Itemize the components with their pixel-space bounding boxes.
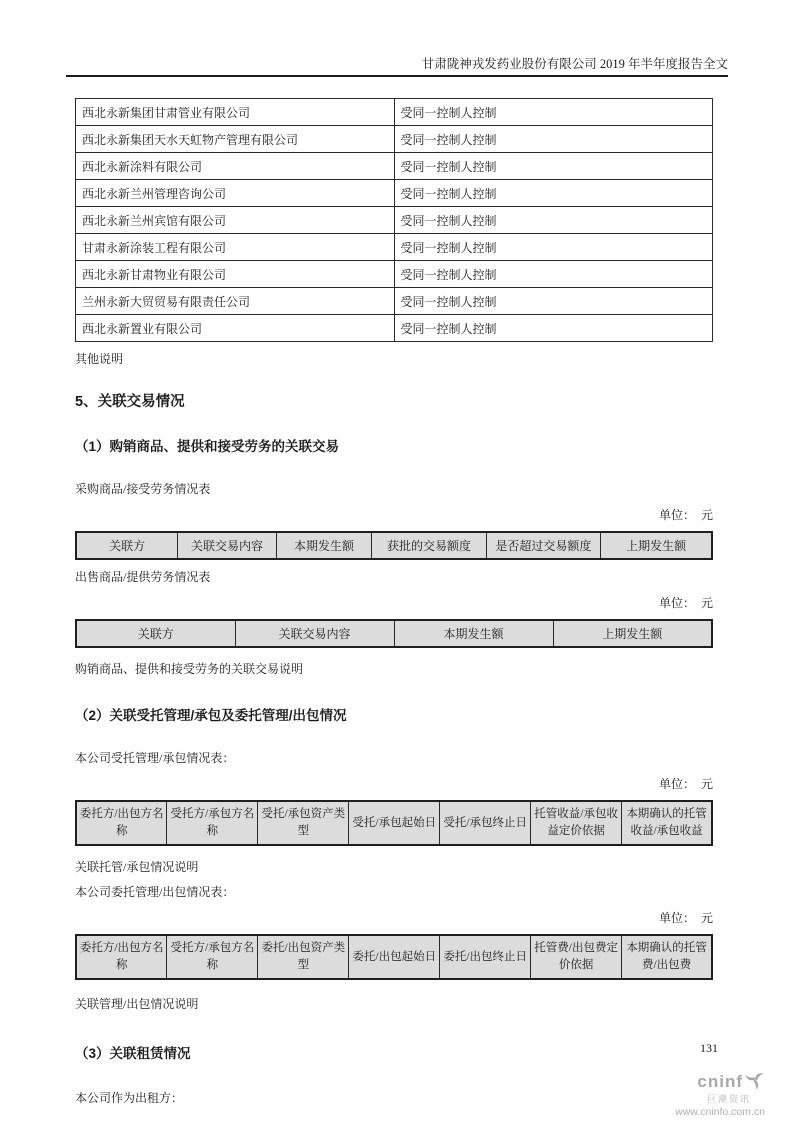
column-header: 本期发生额 bbox=[276, 532, 371, 559]
outsourced-note: 关联管理/出包情况说明 bbox=[75, 997, 199, 1011]
related-party-relation: 受同一控制人控制 bbox=[394, 234, 713, 261]
purchase-table bbox=[75, 531, 713, 560]
column-header: 关联方 bbox=[76, 620, 235, 647]
cninfo-url: www.cninfo.com.cn bbox=[675, 1106, 765, 1118]
column-header: 是否超过交易额度 bbox=[486, 532, 600, 559]
column-header: 关联交易内容 bbox=[178, 532, 277, 559]
cninfo-logo bbox=[675, 1070, 765, 1118]
related-party-name: 甘肃永新涂装工程有限公司 bbox=[76, 234, 395, 261]
related-party-relation: 受同一控制人控制 bbox=[394, 153, 713, 180]
column-header: 本期确认的托管费/出包费 bbox=[622, 935, 712, 979]
other-note: 其他说明 bbox=[75, 352, 124, 366]
related-party-relation: 受同一控制人控制 bbox=[394, 288, 713, 315]
column-header: 委托方/出包方名称 bbox=[76, 801, 167, 845]
page-number: 131 bbox=[700, 1041, 718, 1055]
column-header: 委托/出包起始日 bbox=[349, 935, 440, 979]
table-row bbox=[76, 180, 713, 207]
column-header: 委托/出包终止日 bbox=[440, 935, 531, 979]
entrusted-management-table bbox=[75, 800, 713, 846]
unit-label: 单位： 元 bbox=[658, 777, 713, 791]
related-party-name: 西北永新兰州宾馆有限公司 bbox=[76, 207, 395, 234]
section-5-3-title: （3）关联租赁情况 bbox=[75, 1046, 191, 1061]
table-row bbox=[76, 261, 713, 288]
cninfo-brand-row bbox=[675, 1070, 765, 1093]
table-row bbox=[76, 288, 713, 315]
related-party-name: 西北永新置业有限公司 bbox=[76, 315, 395, 342]
column-header: 受托/承包起始日 bbox=[349, 801, 440, 845]
section-5-1-title: （1）购销商品、提供和接受劳务的关联交易 bbox=[75, 439, 340, 454]
purchase-table-caption: 采购商品/接受劳务情况表 bbox=[75, 482, 211, 496]
table-row bbox=[76, 153, 713, 180]
report-header bbox=[66, 0, 728, 77]
cninfo-brand-text: cninf bbox=[697, 1072, 743, 1091]
table-row bbox=[76, 99, 713, 126]
column-header: 本期确认的托管收益/承包收益 bbox=[622, 801, 712, 845]
column-header: 委托/出包资产类型 bbox=[258, 935, 349, 979]
column-header: 关联交易内容 bbox=[235, 620, 394, 647]
related-party-relation: 受同一控制人控制 bbox=[394, 180, 713, 207]
unit-label: 单位： 元 bbox=[658, 911, 713, 925]
related-party-table bbox=[75, 98, 713, 342]
table-row bbox=[76, 234, 713, 261]
table-header-row bbox=[76, 620, 712, 647]
related-party-relation: 受同一控制人控制 bbox=[394, 126, 713, 153]
table-header-row bbox=[76, 935, 712, 979]
section-5-title: 5、关联交易情况 bbox=[75, 394, 185, 410]
table-header-row bbox=[76, 801, 712, 845]
related-party-name: 西北永新兰州管理咨询公司 bbox=[76, 180, 395, 207]
table-row bbox=[76, 315, 713, 342]
outsourced-table-caption: 本公司委托管理/出包情况表： bbox=[75, 885, 235, 899]
sales-table bbox=[75, 619, 713, 648]
related-party-relation: 受同一控制人控制 bbox=[394, 99, 713, 126]
table-row bbox=[76, 126, 713, 153]
cninfo-chinese-name: 巨潮资讯 bbox=[706, 1094, 751, 1104]
column-header: 获批的交易额度 bbox=[372, 532, 486, 559]
entrusted-note: 关联托管/承包情况说明 bbox=[75, 860, 199, 874]
column-header: 受托方/承包方名称 bbox=[167, 801, 258, 845]
unit-label: 单位： 元 bbox=[658, 596, 713, 610]
column-header: 受托/承包终止日 bbox=[440, 801, 531, 845]
column-header: 关联方 bbox=[76, 532, 178, 559]
lessor-caption: 本公司作为出租方： bbox=[75, 1091, 184, 1105]
table-row bbox=[76, 207, 713, 234]
purchase-sales-note: 购销商品、提供和接受劳务的关联交易说明 bbox=[75, 662, 304, 676]
related-party-name: 西北永新集团甘肃管业有限公司 bbox=[76, 99, 395, 126]
report-header-title: 甘肃陇神戎发药业股份有限公司 2019 年半年度报告全文 bbox=[421, 57, 728, 71]
related-party-relation: 受同一控制人控制 bbox=[394, 315, 713, 342]
unit-label: 单位： 元 bbox=[658, 508, 713, 522]
page-content bbox=[75, 98, 713, 1106]
column-header: 上期发生额 bbox=[601, 532, 712, 559]
column-header: 委托方/出包方名称 bbox=[76, 935, 167, 979]
table-header-row bbox=[76, 532, 712, 559]
column-header: 受托方/承包方名称 bbox=[167, 935, 258, 979]
related-party-name: 兰州永新大贸贸易有限责任公司 bbox=[76, 288, 395, 315]
entrusted-table-caption: 本公司受托管理/承包情况表： bbox=[75, 751, 235, 765]
related-party-name: 西北永新涂料有限公司 bbox=[76, 153, 395, 180]
column-header: 本期发生额 bbox=[394, 620, 553, 647]
column-header: 托管费/出包费定价依据 bbox=[531, 935, 622, 979]
column-header: 受托/承包资产类型 bbox=[258, 801, 349, 845]
section-5-2-title: （2）关联受托管理/承包及委托管理/出包情况 bbox=[75, 708, 347, 723]
related-party-relation: 受同一控制人控制 bbox=[394, 207, 713, 234]
cninfo-pinwheel-icon bbox=[745, 1070, 765, 1093]
related-party-name: 西北永新集团天水天虹物产管理有限公司 bbox=[76, 126, 395, 153]
outsourced-management-table bbox=[75, 934, 713, 980]
related-party-name: 西北永新甘肃物业有限公司 bbox=[76, 261, 395, 288]
related-party-relation: 受同一控制人控制 bbox=[394, 261, 713, 288]
sales-table-caption: 出售商品/提供劳务情况表 bbox=[75, 570, 211, 584]
column-header: 上期发生额 bbox=[553, 620, 712, 647]
column-header: 托管收益/承包收益定价依据 bbox=[531, 801, 622, 845]
